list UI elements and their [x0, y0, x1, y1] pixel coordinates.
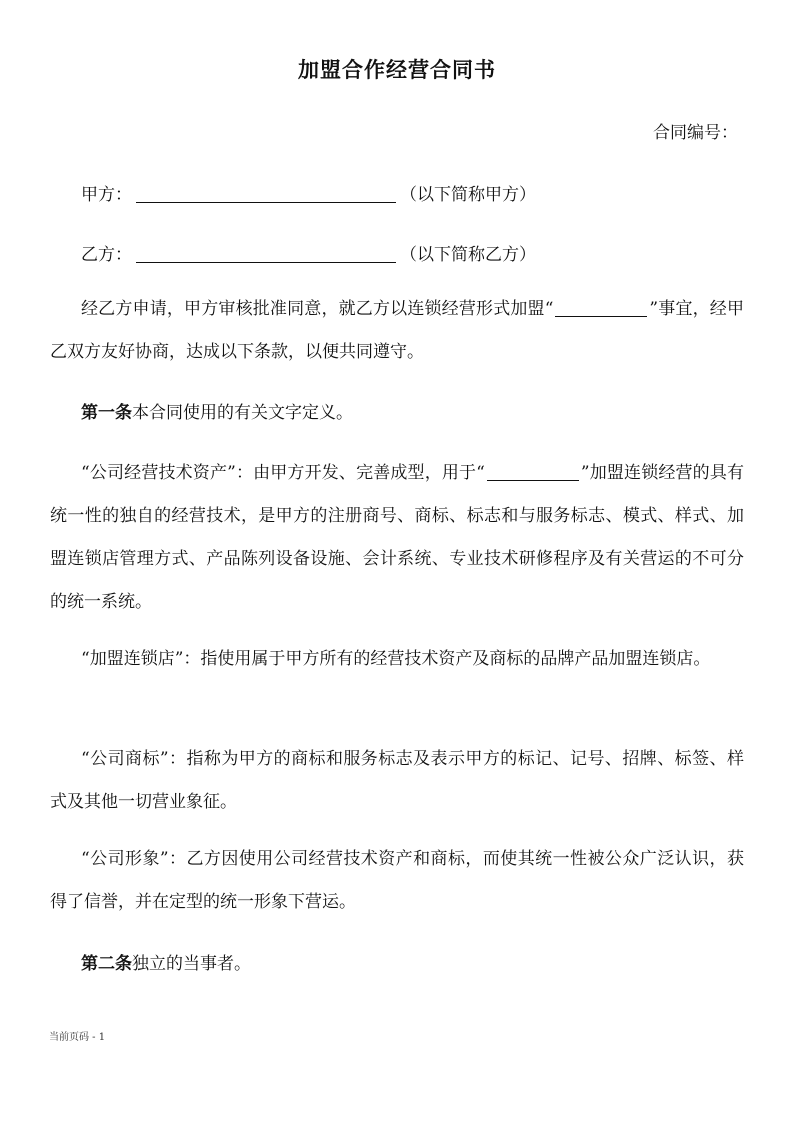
definition-assets-blank [487, 462, 579, 481]
definition-store: “加盟连锁店”：指使用属于甲方所有的经营技术资产及商标的品牌产品加盟连锁店。 [81, 649, 711, 669]
definition-image: “公司形象”：乙方因使用公司经营技术资产和商标，而使其统一性被公众广泛认识，获得了信誉，并在定型的统一形象下营运。 [50, 849, 744, 912]
party-a-line [81, 180, 536, 205]
page-number-footer: 当前页码 - 1 [49, 1032, 106, 1043]
article-1-text: 本合同使用的有关文字定义。 [132, 403, 353, 423]
party-b-line [81, 240, 536, 265]
article-1 [50, 392, 744, 435]
article-2-heading: 第二条 [81, 954, 132, 974]
party-a-suffix: （以下简称甲方） [400, 185, 536, 205]
intro-paragraph [50, 288, 744, 374]
document-title: 加盟合作经营合同书 [298, 57, 496, 82]
party-b-label: 乙方： [81, 245, 132, 265]
intro-blank [555, 298, 647, 317]
party-b-suffix: （以下简称乙方） [400, 245, 536, 265]
definition-assets-end: ”加盟连锁经营的具有统一性的独自的经营技术，是甲方的注册商号、商标、标志和与服务标志、模式、样式、加盟连锁店管理方式、产品陈列设备设施、会计系统、专业技术研修程序及有关营运的不可分的统一系统。 [50, 463, 744, 612]
definition-assets [50, 452, 744, 624]
intro-text-end: ”事宜，经甲乙双方友好协商，达成以下条款，以便共同遵守。 [50, 299, 744, 362]
party-a-blank [136, 184, 396, 203]
party-a-label: 甲方： [81, 185, 132, 205]
definition-assets-start: “公司经营技术资产”：由甲方开发、完善成型，用于“ [81, 463, 485, 483]
intro-text-start: 经乙方申请，甲方审核批准同意，就乙方以连锁经营形式加盟“ [81, 299, 554, 319]
article-2 [50, 943, 744, 986]
party-b-blank [136, 244, 396, 263]
article-2-text: 独立的当事者。 [132, 954, 251, 974]
contract-number-label: 合同编号： [653, 123, 738, 143]
definition-trademark: “公司商标”：指称为甲方的商标和服务标志及表示甲方的标记、记号、招牌、标签、样式及其他一切营业象征。 [50, 749, 744, 812]
article-1-heading: 第一条 [81, 403, 132, 423]
